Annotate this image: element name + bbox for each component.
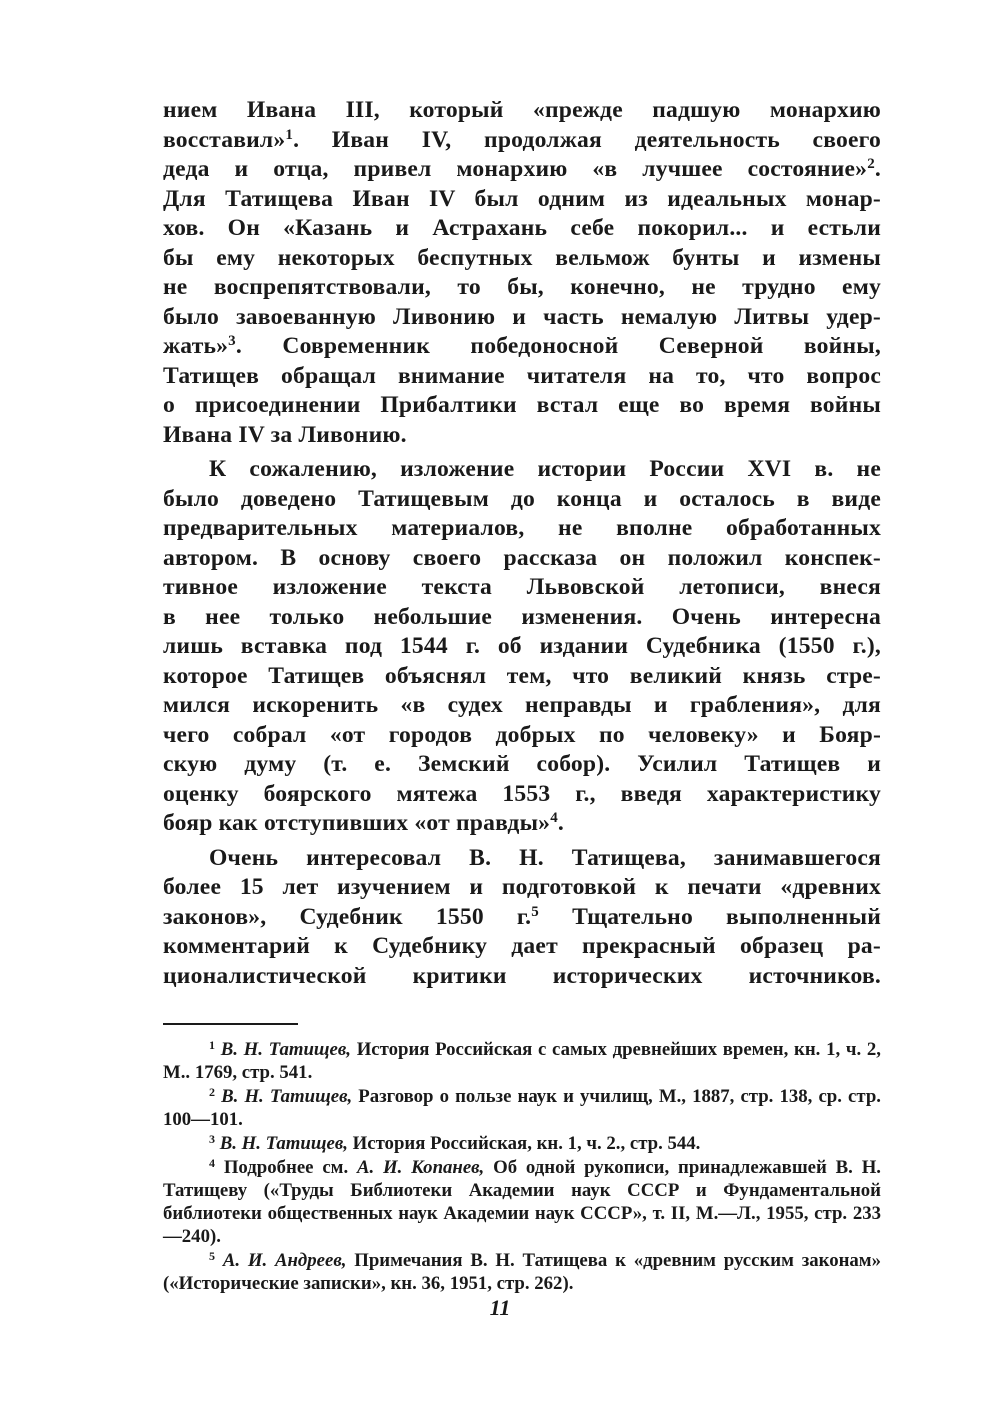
text-line: деда и отца, привел монархию «в лучшее состояние»$^2$.: [163, 156, 881, 182]
footnote-ref[interactable]: 3: [228, 333, 236, 349]
text-line: которое Татищев объяснял тем, что великий князь стре-: [163, 662, 881, 689]
text-line: бояр как отступивших «от правды»$^4$.: [163, 810, 564, 836]
text-line: было завоеванную Ливонию и часть немалую Литвы удер-: [163, 303, 881, 330]
text-line: скую думу (т. е. Земский собор). Усилил Татищев и: [163, 751, 881, 777]
footnote: [163, 1038, 881, 1084]
footnote-ref[interactable]: 4: [550, 810, 558, 826]
page-number: 11: [489, 1295, 511, 1320]
text-line: предварительных материалов, не вполне обработанных: [163, 515, 881, 541]
footnote-text: Об одной рукописи, принадлежавшей В. Н. Татищеву («Труды Библиотеки Академии наук СССР и Фундаментальной библиотеки общественных наук Академии наук СССР», т. II, М.—Л., 1955, стр. 233—240).: [163, 1157, 882, 1247]
text-line: не воспрепятствовали, то бы, конечно, не трудно ему: [163, 274, 881, 300]
text-line: в нее только небольшие изменения. Очень интересна: [163, 603, 881, 630]
page-body: [163, 96, 881, 1295]
footnotes: [163, 1038, 881, 1295]
text-line: К сожалению, изложение истории России XVI в. не: [209, 456, 881, 482]
text-line: законов», Судебник 1550 г.$^5$ Тщательно выполненный: [163, 903, 881, 930]
text-line: Ивана IV за Ливонию.: [163, 421, 407, 448]
text-line: лишь вставка под 1544 г. об издании Судебника (1550 г.),: [163, 633, 881, 659]
text-line: Татищев обращал внимание читателя на то, что вопрос: [163, 362, 881, 389]
text-line: мился искоренить «в судех неправды и грабления», для: [163, 692, 881, 718]
footnote-text: История Российская с самых древнейших времен, кн. 1, ч. 2, М.. 1769, стр. 541.: [163, 1039, 881, 1083]
footnote-author: В. Н. Татищев,: [221, 1086, 353, 1107]
text-line: более 15 лет изучением и подготовкой к печати «древних: [163, 874, 881, 900]
footnote-author: В. Н. Татищев,: [220, 1039, 351, 1060]
main-text: [163, 96, 881, 991]
text-line: восставил»$^1$. Иван IV, продолжая деятельность своего: [163, 126, 881, 153]
text-line: нием Ивана III, который «прежде падшую монархию: [163, 97, 881, 123]
footnote-ref[interactable]: 2: [867, 156, 875, 172]
footnote-number: 4: [209, 1156, 215, 1170]
text-line: было доведено Татищевым до конца и осталось в виде: [163, 485, 881, 512]
footnote-author: А. И. Копанев,: [356, 1157, 485, 1178]
text-line: Для Татищева Иван IV был одним из идеальных монар-: [163, 185, 881, 212]
text-line: жать»$^3$. Современник победоносной Северной войны,: [163, 333, 881, 359]
text-line: Очень интересовал В. Н. Татищева, занимавшегося: [209, 844, 881, 871]
text-line: о присоединении Прибалтики встал еще во время войны: [163, 392, 881, 418]
text-line: ционалистической критики исторических источников.: [163, 962, 881, 989]
text-line: бы ему некоторых беспутных вельмож бунты и измены: [163, 244, 881, 271]
footnote-ref[interactable]: 1: [285, 126, 294, 143]
footnote: [163, 1085, 881, 1131]
text-line: чего собрал «от городов добрых по человеку» и Бояр-: [163, 721, 881, 748]
text-line: хов. Он «Казань и Астрахань себе покорил... и естьли: [163, 215, 881, 241]
footnote-divider: [163, 1023, 298, 1025]
text-line: оценку боярского мятежа 1553 г., введя характеристику: [163, 780, 881, 807]
footnote-number: 1: [209, 1038, 215, 1052]
text-line: комментарий к Судебнику дает прекрасный образец ра-: [163, 933, 881, 959]
footnote: [163, 1156, 881, 1248]
text-line: автором. В основу своего рассказа он положил конспек-: [163, 544, 881, 571]
footnote-text: Разговор о пользе наук и училищ, М., 1887, стр. 138, ср. стр. 100—101.: [163, 1086, 881, 1130]
footnote-text: История Российская, кн. 1, ч. 2., стр. 544.: [347, 1133, 701, 1154]
footnote: [163, 1249, 881, 1295]
footnote-ref[interactable]: 5: [531, 903, 539, 920]
footnote-text: Примечания В. Н. Татищева к «древним русским законам» («Исторические записки», кн. 36, 1951, стр. 262).: [163, 1250, 881, 1294]
footnote-number: 5: [209, 1249, 215, 1263]
footnote: [163, 1132, 881, 1155]
text-line: тивное изложение текста Львовской летописи, внеся: [163, 574, 881, 600]
footnote-number: 2: [209, 1085, 215, 1099]
footnote-author: В. Н. Татищев,: [219, 1133, 348, 1154]
footnote-number: 3: [209, 1132, 215, 1146]
footnote-prefix: Подробнее см.: [215, 1157, 357, 1178]
footnote-author: А. И. Андреев,: [222, 1250, 347, 1271]
